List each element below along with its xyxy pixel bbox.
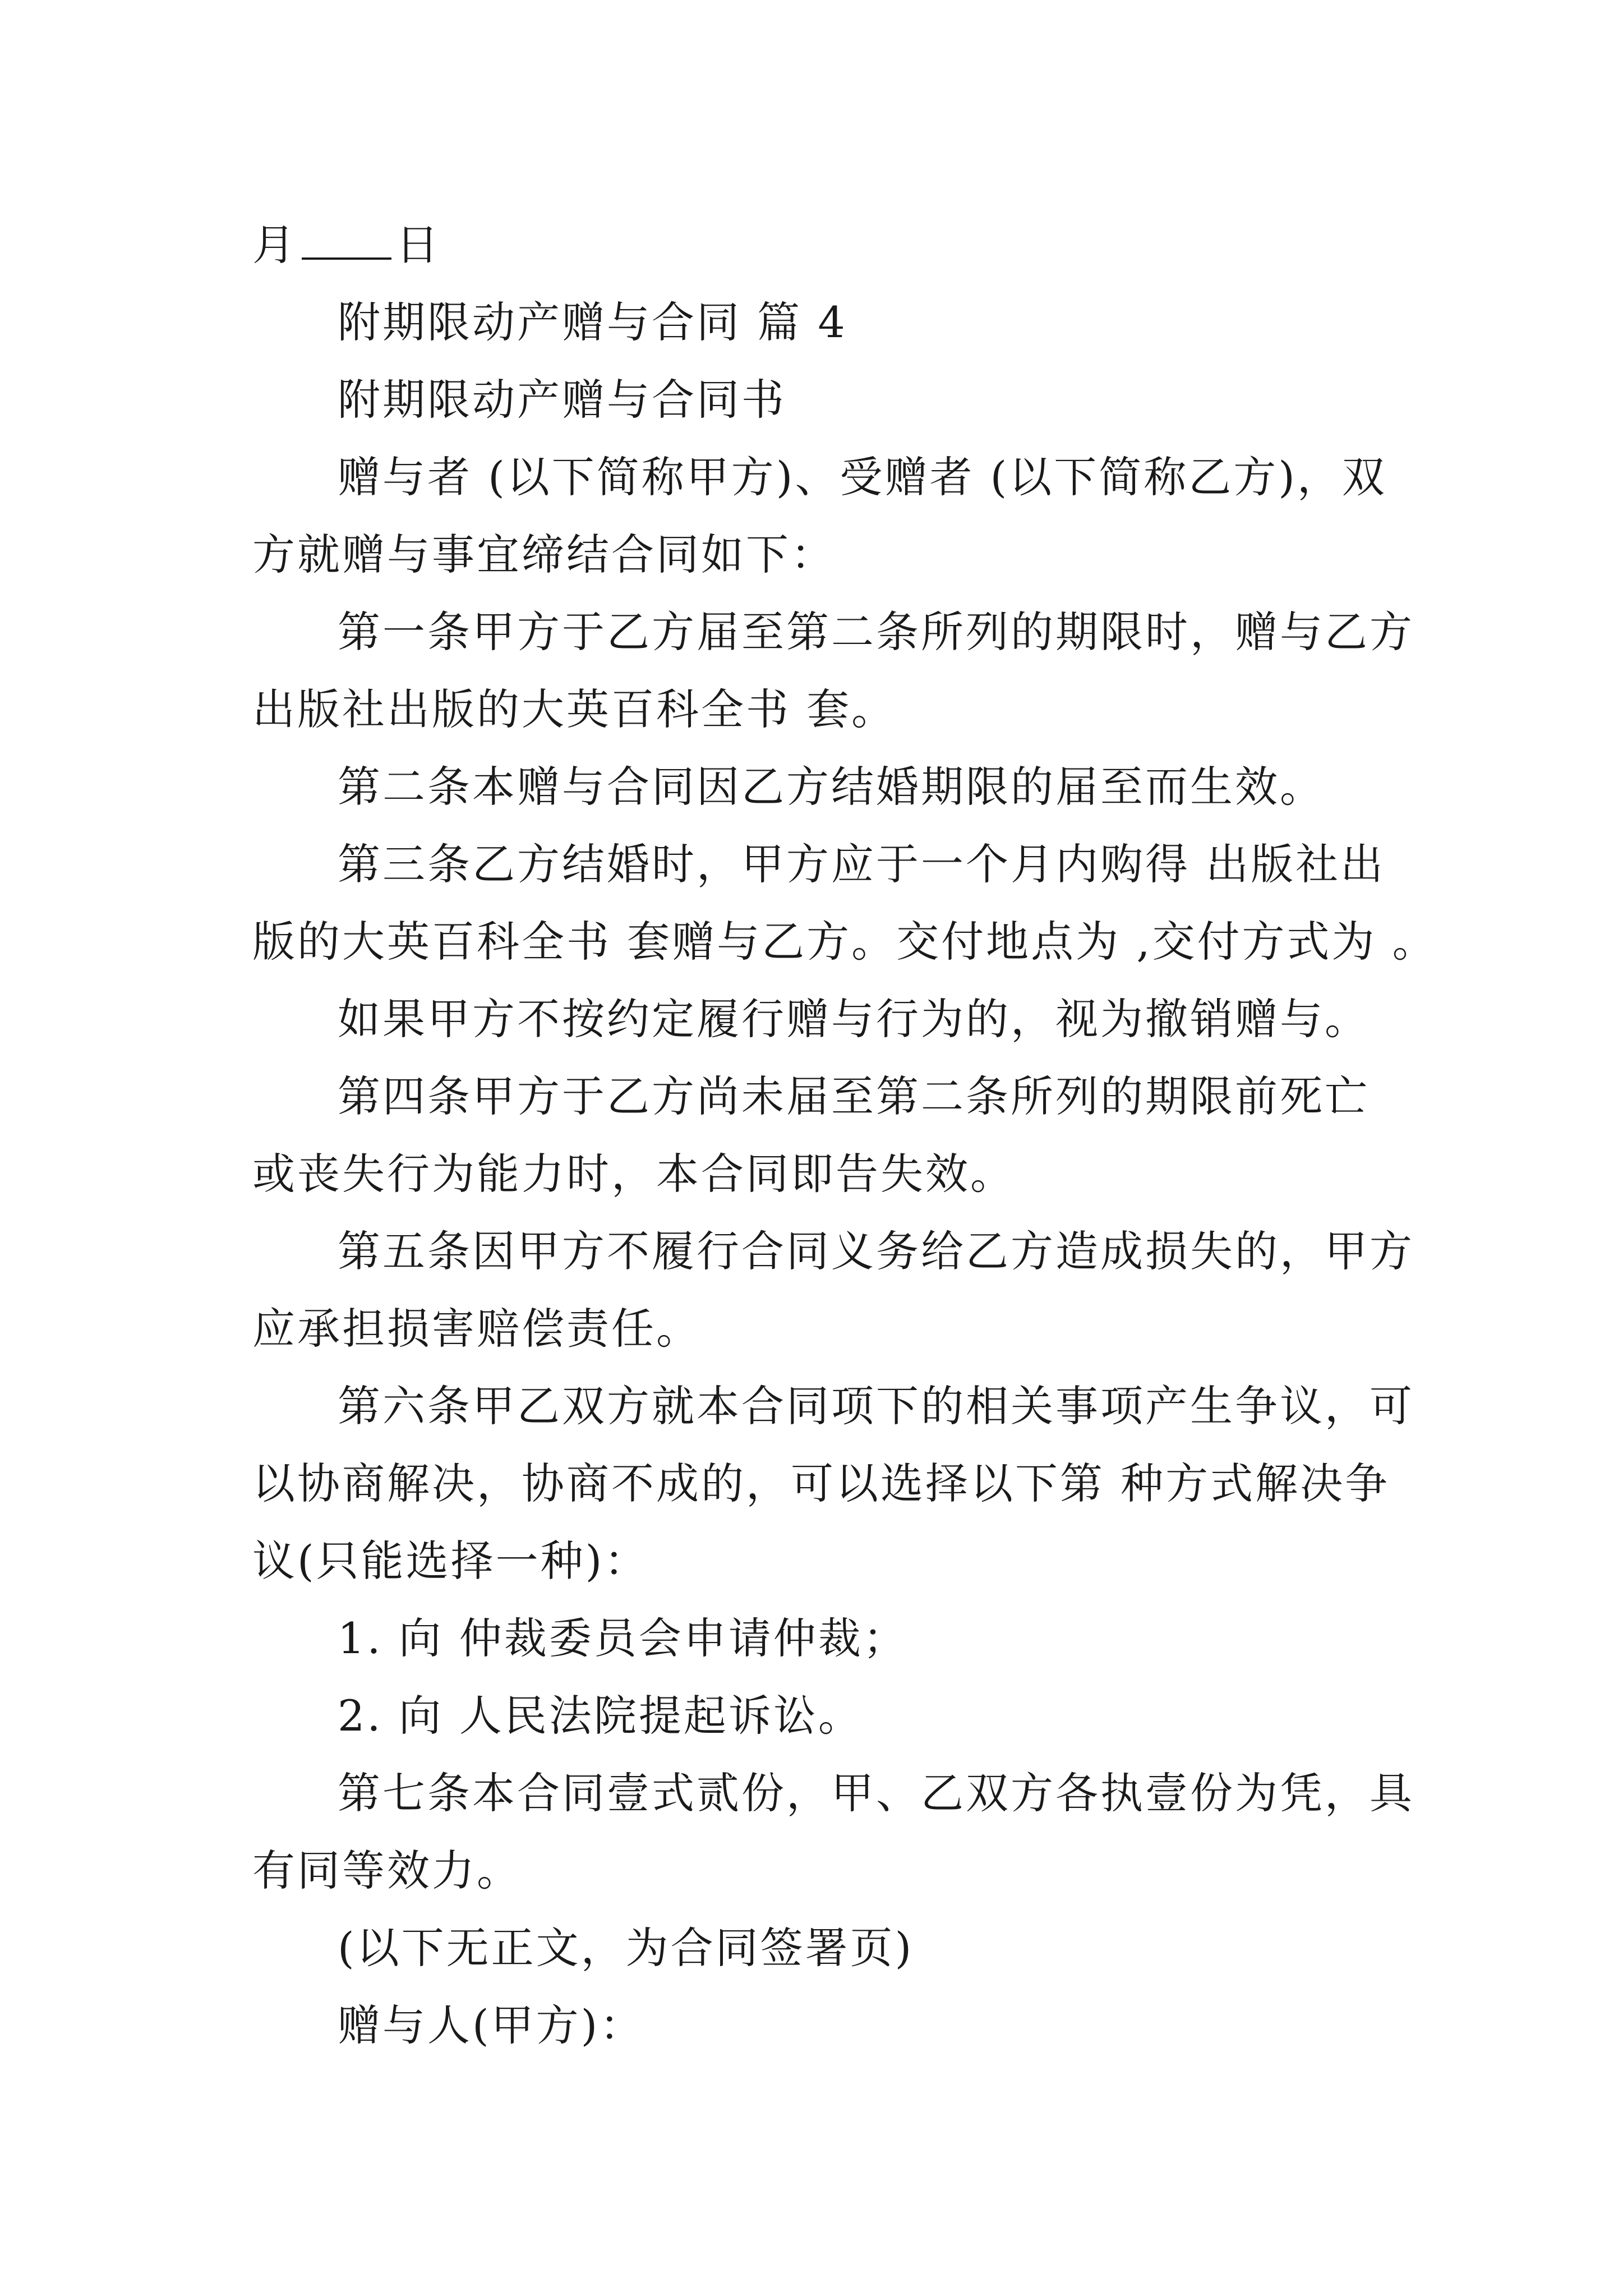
paragraph-line: 第五条因甲方不履行合同义务给乙方造成损失的，甲方 — [338, 1226, 1414, 1276]
paragraph-line: (以下无正文，为合同签署页) — [338, 1923, 914, 1973]
paragraph-line: 第二条本赠与合同因乙方结婚期限的届至而生效。 — [338, 762, 1325, 812]
day-blank — [302, 257, 391, 260]
paragraph-line: 议(只能选择一种)： — [252, 1536, 649, 1586]
paragraph-line: 或丧失行为能力时，本合同即告失效。 — [252, 1149, 1015, 1199]
date-line — [252, 220, 1402, 270]
paragraph-line: 第四条甲方于乙方尚未届至第二条所列的期限前死亡 — [338, 1071, 1370, 1121]
signature-label: 赠与人(甲方)： — [338, 2000, 645, 2050]
contract-title: 附期限动产赠与合同书 — [338, 375, 786, 425]
paragraph-line: 出版社出版的大英百科全书 套。 — [252, 684, 897, 734]
paragraph-line: 版的大英百科全书 套赠与乙方。交付地点为 ,交付方式为 。 — [252, 917, 1437, 967]
paragraph-line: 赠与者 (以下简称甲方)、受赠者 (以下简称乙方)，双 — [338, 452, 1387, 502]
paragraph-line: 第三条乙方结婚时，甲方应于一个月内购得 出版社出 — [338, 839, 1386, 889]
paragraph-line: 以协商解决，协商不成的，可以选择以下第 种方式解决争 — [252, 1458, 1390, 1508]
paragraph-line: 如果甲方不按约定履行赠与行为的，视为撤销赠与。 — [338, 994, 1370, 1044]
paragraph-line: 第六条甲乙双方就本合同项下的相关事项产生争议，可 — [338, 1381, 1414, 1431]
paragraph-line: 方就赠与事宜缔结合同如下： — [252, 530, 836, 579]
month-text: 月 — [252, 220, 297, 270]
paragraph-line: 有同等效力。 — [252, 1846, 522, 1895]
section-title: 附期限动产赠与合同 篇 4 — [338, 297, 847, 347]
paragraph-line: 应承担损害赔偿责任。 — [252, 1304, 701, 1354]
day-text: 日 — [396, 220, 441, 270]
list-item: 2. 向 人民法院提起诉讼。 — [338, 1691, 863, 1741]
paragraph-line: 第七条本合同壹式贰份，甲、乙双方各执壹份为凭，具 — [338, 1768, 1414, 1818]
list-item: 1. 向 仲裁委员会申请仲裁； — [338, 1613, 908, 1663]
paragraph-line: 第一条甲方于乙方届至第二条所列的期限时，赠与乙方 — [338, 607, 1414, 657]
